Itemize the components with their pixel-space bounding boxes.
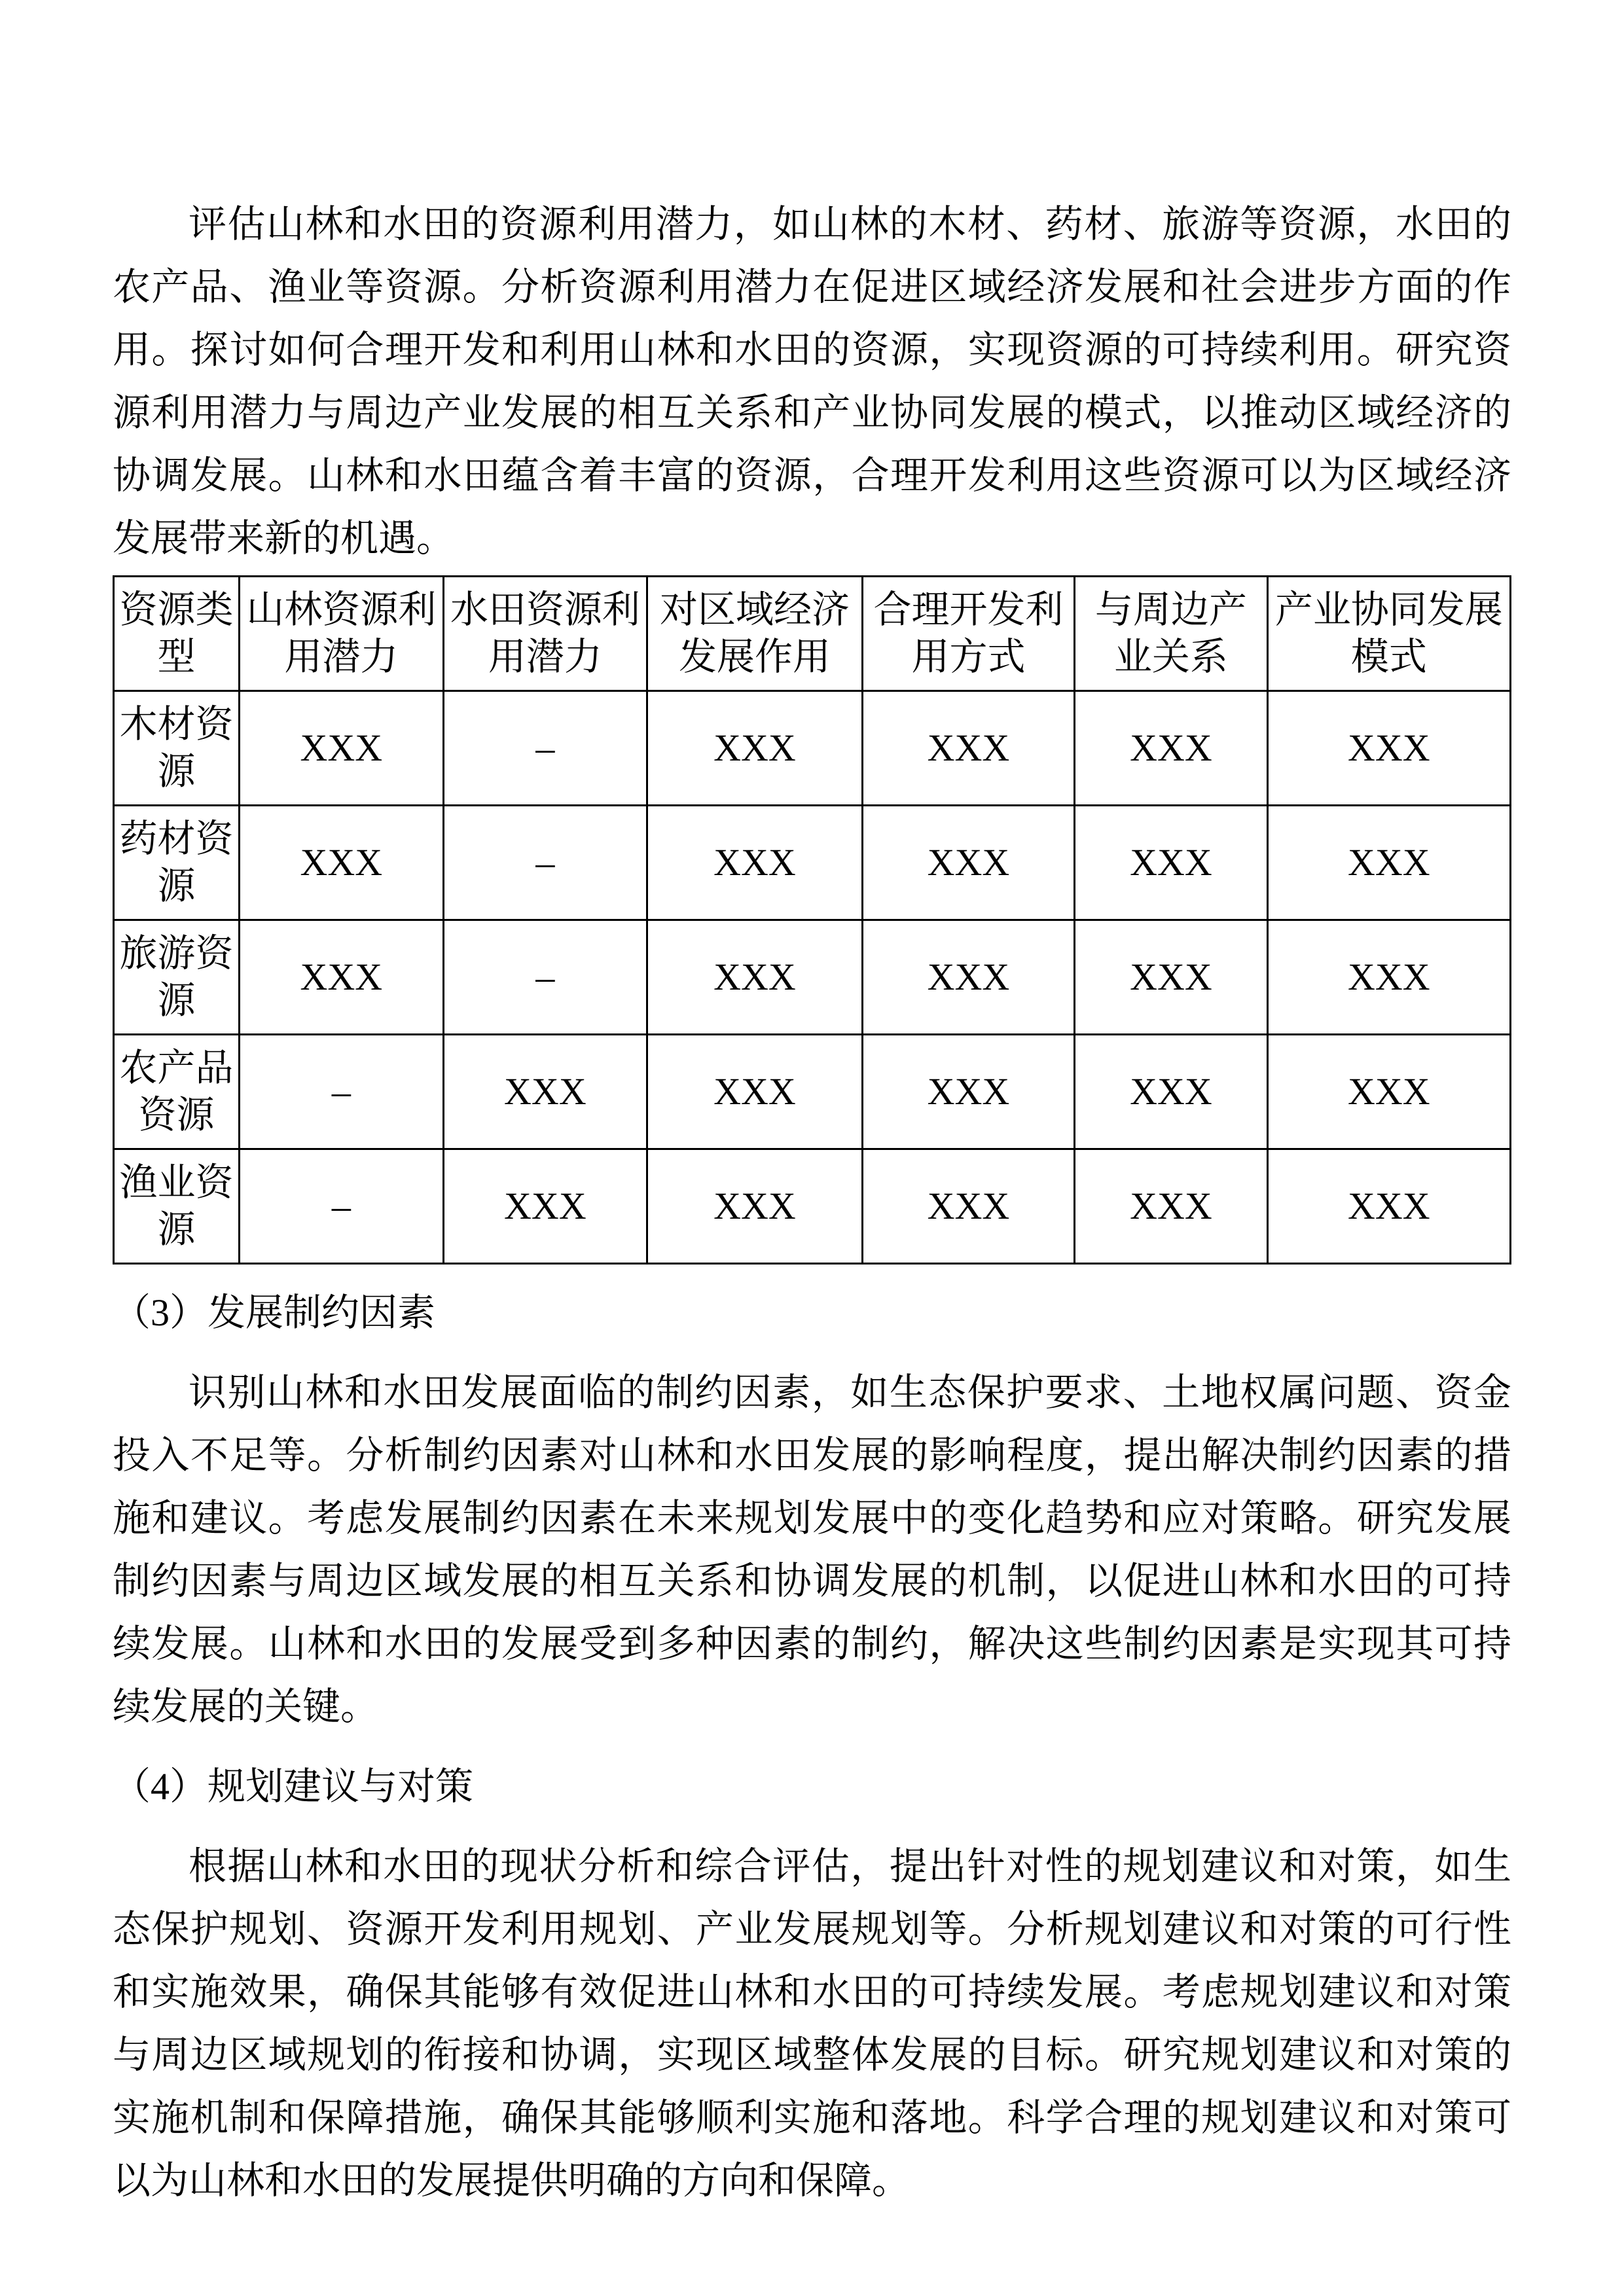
paragraph-resource-potential: 评估山林和水田的资源利用潜力，如山林的木材、药材、旅游等资源，水田的农产品、渔业等资源。分析资源利用潜力在促进区域经济发展和社会进步方面的作用。探讨如何合理开发和利用山林和水田的资源，实现资源的可持续利用。研究资源利用潜力与周边产业发展的相互关系和产业协同发展的模式，以推动区域经济的协调发展。山林和水田蕴含着丰富的资源，合理开发利用这些资源可以为区域经济发展带来新的机遇。 [113, 203, 1511, 560]
table-row [114, 691, 1511, 806]
heading-development-constraints: （3）发展制约因素 [113, 1291, 436, 1334]
table-cell: – [240, 1149, 444, 1264]
resource-table [113, 575, 1511, 1265]
column-header: 水田资源利用潜力 [443, 577, 647, 691]
table-cell: XXX [1075, 806, 1267, 920]
column-header: 产业协同发展模式 [1267, 577, 1510, 691]
resource-table-body [114, 691, 1511, 1264]
table-cell: XXX [862, 806, 1074, 920]
heading-planning-suggestions: （4）规划建议与对策 [113, 1765, 474, 1808]
table-cell: XXX [1075, 1035, 1267, 1149]
table-cell: XXX [647, 691, 863, 806]
table-cell: XXX [862, 1035, 1074, 1149]
table-cell: XXX [1267, 1149, 1510, 1264]
column-header: 山林资源利用潜力 [240, 577, 444, 691]
table-row [114, 1035, 1511, 1149]
table-cell: XXX [1267, 691, 1510, 806]
table-cell: XXX [1267, 920, 1510, 1035]
column-header: 对区域经济发展作用 [647, 577, 863, 691]
table-cell: XXX [1267, 1035, 1510, 1149]
table-row [114, 920, 1511, 1035]
column-header: 资源类型 [114, 577, 240, 691]
paragraph-planning-suggestions: 根据山林和水田的现状分析和综合评估，提出针对性的规划建议和对策，如生态保护规划、资源开发利用规划、产业发展规划等。分析规划建议和对策的可行性和实施效果，确保其能够有效促进山林和水田的可持续发展。考虑规划建议和对策与周边区域规划的衔接和协调，实现区域整体发展的目标。研究规划建议和对策的实施机制和保障措施，确保其能够顺利实施和落地。科学合理的规划建议和对策可以为山林和水田的发展提供明确的方向和保障。 [113, 1845, 1511, 2202]
table-cell: XXX [862, 1149, 1074, 1264]
table-cell: XXX [240, 920, 444, 1035]
table-cell: XXX [240, 691, 444, 806]
table-cell: – [240, 1035, 444, 1149]
table-cell: XXX [647, 806, 863, 920]
row-header-cell: 渔业资源 [114, 1149, 240, 1264]
table-cell: XXX [647, 1149, 863, 1264]
table-cell: – [443, 691, 647, 806]
table-cell: XXX [862, 920, 1074, 1035]
table-cell: – [443, 806, 647, 920]
table-cell: XXX [240, 806, 444, 920]
table-cell: – [443, 920, 647, 1035]
row-header-cell: 木材资源 [114, 691, 240, 806]
table-row [114, 806, 1511, 920]
table-cell: XXX [443, 1149, 647, 1264]
table-cell: XXX [647, 1035, 863, 1149]
table-cell: XXX [1075, 1149, 1267, 1264]
column-header: 与周边产业关系 [1075, 577, 1267, 691]
row-header-cell: 农产品资源 [114, 1035, 240, 1149]
table-cell: XXX [862, 691, 1074, 806]
resource-table-head [114, 577, 1511, 691]
table-cell: XXX [1075, 691, 1267, 806]
table-cell: XXX [1075, 920, 1267, 1035]
table-cell: XXX [443, 1035, 647, 1149]
table-row [114, 1149, 1511, 1264]
table-cell: XXX [1267, 806, 1510, 920]
table-cell: XXX [647, 920, 863, 1035]
row-header-cell: 旅游资源 [114, 920, 240, 1035]
row-header-cell: 药材资源 [114, 806, 240, 920]
paragraph-development-constraints: 识别山林和水田发展面临的制约因素，如生态保护要求、土地权属问题、资金投入不足等。分析制约因素对山林和水田发展的影响程度，提出解决制约因素的措施和建议。考虑发展制约因素在未来规划发展中的变化趋势和应对策略。研究发展制约因素与周边区域发展的相互关系和协调发展的机制，以促进山林和水田的可持续发展。山林和水田的发展受到多种因素的制约，解决这些制约因素是实现其可持续发展的关键。 [113, 1371, 1511, 1728]
column-header: 合理开发利用方式 [862, 577, 1074, 691]
table-header-row [114, 577, 1511, 691]
